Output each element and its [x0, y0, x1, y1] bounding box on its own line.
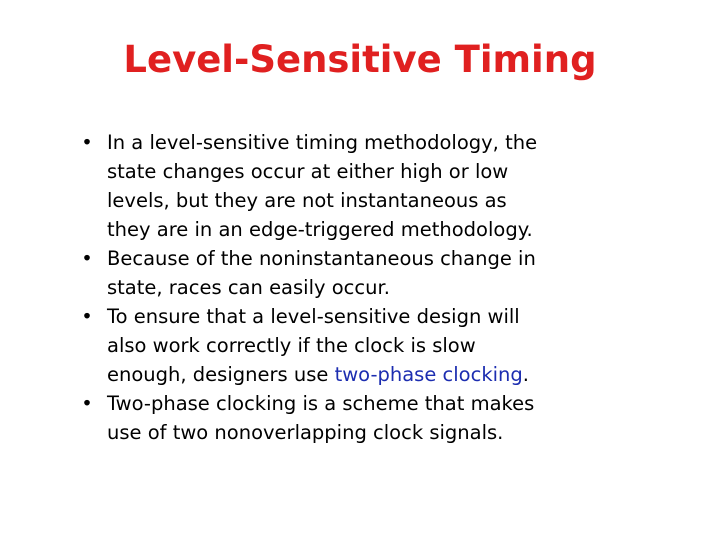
- bullet-item: [80, 128, 680, 244]
- bullet-line: In a level-sensitive timing methodology, the: [107, 131, 538, 154]
- bullet-dot-icon: •: [81, 131, 93, 154]
- bullet-line: use of two nonoverlapping clock signals.: [107, 421, 504, 444]
- bullet-line: levels, but they are not instantaneous as: [107, 189, 507, 212]
- bullet-list: [80, 128, 680, 447]
- bullet-text-suffix: .: [522, 363, 529, 386]
- slide-title: Level-Sensitive Timing: [123, 38, 597, 81]
- bullet-text-prefix: enough, designers use: [107, 363, 335, 386]
- bullet-item: [80, 302, 680, 389]
- bullet-dot-icon: •: [81, 305, 93, 328]
- bullet-line: Because of the noninstantaneous change in: [107, 247, 536, 270]
- bullet-item: [80, 244, 680, 302]
- bullet-line: [107, 360, 680, 389]
- bullet-item: [80, 389, 680, 447]
- bullet-dot-icon: •: [81, 247, 93, 270]
- bullet-line: Two-phase clocking is a scheme that makes: [107, 392, 535, 415]
- bullet-line: To ensure that a level-sensitive design will: [107, 305, 520, 328]
- bullet-dot-icon: •: [81, 392, 93, 415]
- highlight-term: two-phase clocking: [334, 363, 523, 386]
- bullet-line: state changes occur at either high or low: [107, 160, 509, 183]
- bullet-line: also work correctly if the clock is slow: [107, 334, 476, 357]
- bullet-line: they are in an edge-triggered methodology.: [107, 218, 533, 241]
- bullet-line: state, races can easily occur.: [107, 276, 390, 299]
